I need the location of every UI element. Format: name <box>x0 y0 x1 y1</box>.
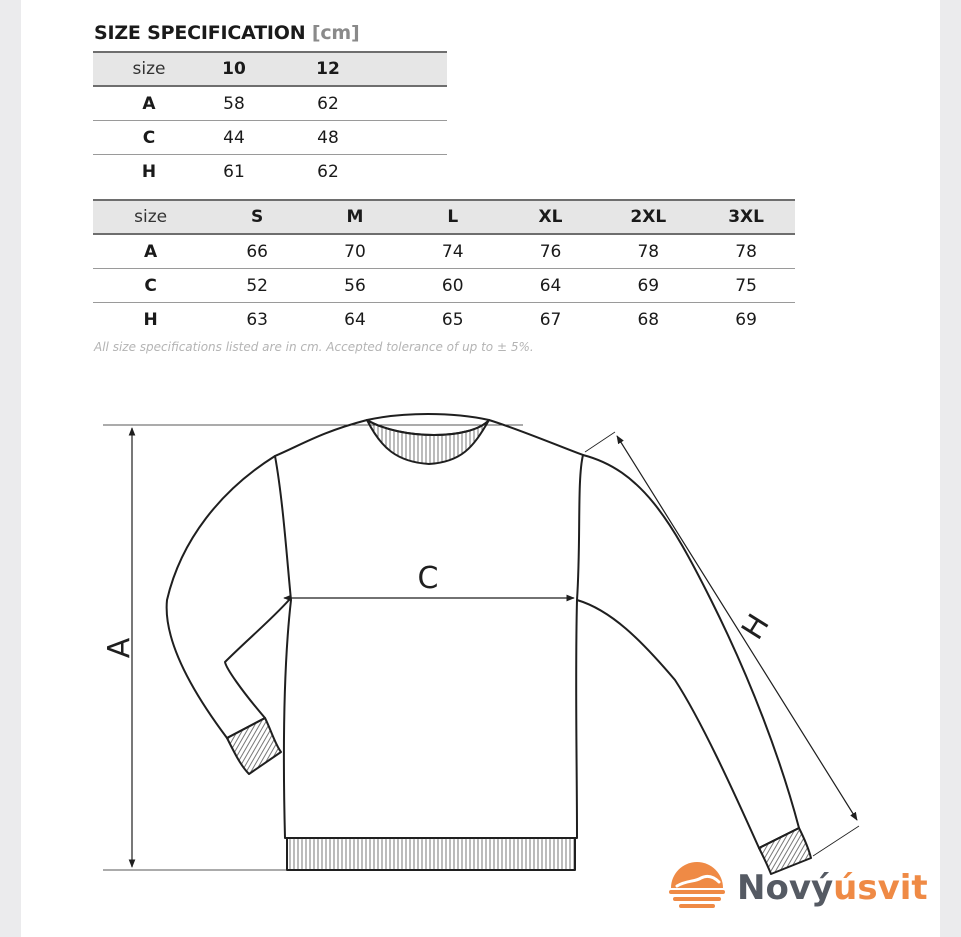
table-cell: 69 <box>599 269 697 303</box>
header-cell: size <box>93 52 205 86</box>
left-sleeve <box>167 456 289 738</box>
table-cell: 60 <box>404 269 502 303</box>
table-cell: 68 <box>637 309 660 330</box>
sunrise-icon <box>665 862 729 914</box>
sweatshirt-diagram <box>21 0 940 937</box>
row-label: C <box>93 269 208 303</box>
hem-rib <box>287 838 575 870</box>
title-main: SIZE SPECIFICATION <box>94 22 306 44</box>
table-cell: 75 <box>697 269 795 303</box>
row-label: H <box>141 161 157 182</box>
logo-text-part2: úsvit <box>833 868 928 908</box>
header-cell: M <box>306 200 404 234</box>
table-cell: 67 <box>539 309 562 330</box>
label-a: A <box>102 637 137 659</box>
table-cell: 52 <box>208 269 306 303</box>
row-label: H <box>143 309 158 330</box>
measurement-lines <box>103 425 859 870</box>
table-cell: 58 <box>205 86 263 121</box>
table-cell: 65 <box>441 309 464 330</box>
title-unit: [cm] <box>311 22 360 44</box>
table-cell: 76 <box>502 234 600 269</box>
table-cell: 78 <box>697 234 795 269</box>
row-label: C <box>93 121 205 155</box>
table-cell: 74 <box>404 234 502 269</box>
header-cell: L <box>404 200 502 234</box>
cuff-guide-line <box>813 826 859 856</box>
table-cell: 64 <box>502 269 600 303</box>
row-label: A <box>93 234 208 269</box>
left-cuff <box>227 718 281 774</box>
header-cell: 3XL <box>697 200 795 234</box>
table-cell: 56 <box>306 269 404 303</box>
label-h: H <box>735 608 777 646</box>
logo-text-part1: Nový <box>737 868 834 908</box>
label-c: C <box>417 561 439 596</box>
table-cell: 62 <box>317 161 339 182</box>
tolerance-note: All size specifications listed are in cm. Accepted tolerance of up to ± 5%. <box>94 340 534 354</box>
sweatshirt-outline <box>167 414 811 874</box>
table-cell: 64 <box>344 309 366 330</box>
table-cell: 66 <box>208 234 306 269</box>
table-cell: 44 <box>205 121 263 155</box>
brand-logo <box>665 862 928 918</box>
header-cell: 12 <box>263 52 393 86</box>
right-sleeve <box>577 455 799 848</box>
table-cell: 63 <box>246 309 268 330</box>
table-cell: 62 <box>263 86 393 121</box>
table-cell: 70 <box>306 234 404 269</box>
shoulder-guide-line <box>585 432 615 452</box>
neck-rib <box>367 420 489 464</box>
header-cell: 10 <box>205 52 263 86</box>
body-outline <box>275 420 583 838</box>
table-cell: 61 <box>223 161 245 182</box>
row-label: A <box>93 86 205 121</box>
logo-wordmark <box>737 868 928 908</box>
table-cell: 78 <box>599 234 697 269</box>
header-cell: S <box>208 200 306 234</box>
table-cell: 69 <box>735 309 757 330</box>
header-cell: XL <box>502 200 600 234</box>
header-cell: size <box>93 200 208 234</box>
table-cell: 48 <box>263 121 393 155</box>
header-cell: 2XL <box>599 200 697 234</box>
page-sheet <box>21 0 940 937</box>
